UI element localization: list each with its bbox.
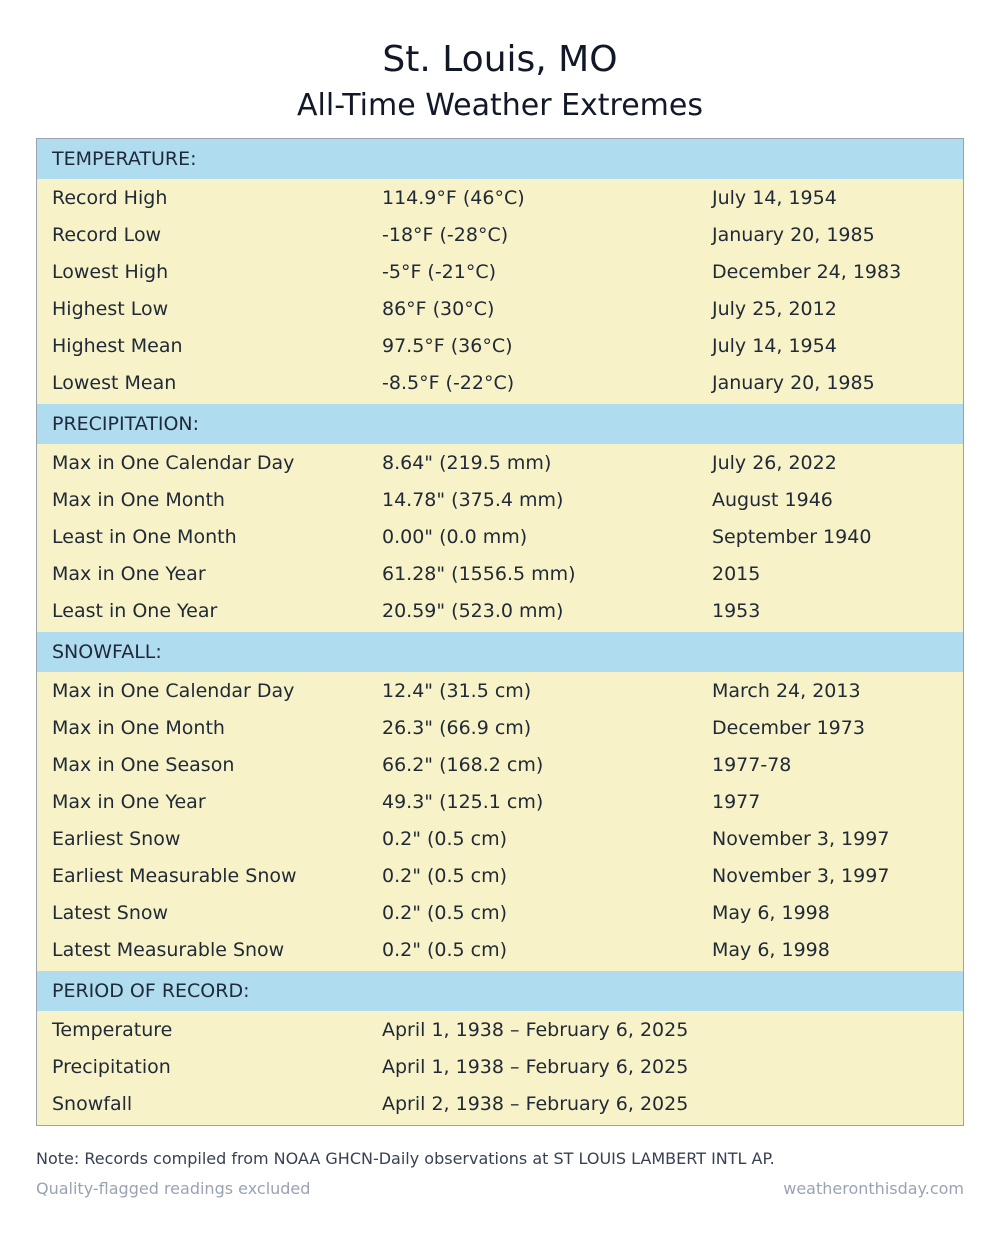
record-label: Latest Snow	[52, 902, 169, 924]
table-row	[37, 217, 963, 254]
record-label: Snowfall	[52, 1093, 133, 1115]
record-date	[712, 1086, 963, 1123]
record-value: 20.59" (523.0 mm)	[382, 600, 564, 622]
record-label: Earliest Measurable Snow	[52, 865, 297, 887]
record-date: November 3, 1997	[712, 865, 890, 887]
record-date	[712, 1049, 963, 1086]
table-row	[37, 784, 963, 821]
table-row	[37, 519, 963, 556]
source-link[interactable]: weatheronthisday.com	[783, 1179, 964, 1198]
record-value: 26.3" (66.9 cm)	[382, 717, 532, 739]
record-label: Highest Low	[52, 298, 169, 320]
record-date: September 1940	[712, 526, 872, 548]
footnote: Note: Records compiled from NOAA GHCN-Daily observations at ST LOUIS LAMBERT INTL AP.	[36, 1149, 775, 1168]
table-row	[37, 932, 963, 969]
section-rows	[37, 672, 963, 971]
record-value: 14.78" (375.4 mm)	[382, 489, 564, 511]
record-date: July 14, 1954	[712, 187, 837, 209]
record-label: Record Low	[52, 224, 162, 246]
page-subtitle: All-Time Weather Extremes	[297, 88, 703, 123]
section-rows	[37, 1011, 963, 1125]
record-label: Max in One Month	[52, 489, 225, 511]
table-row	[37, 180, 963, 217]
record-value: 0.00" (0.0 mm)	[382, 526, 528, 548]
record-value: 114.9°F (46°C)	[382, 187, 525, 209]
record-label: Highest Mean	[52, 335, 183, 357]
table-row	[37, 821, 963, 858]
record-value: 0.2" (0.5 cm)	[382, 902, 508, 924]
table-row	[37, 673, 963, 710]
record-date: August 1946	[712, 489, 833, 511]
footer	[36, 1178, 964, 1200]
table-row	[37, 291, 963, 328]
record-label: Lowest High	[52, 261, 169, 283]
quality-note: Quality-flagged readings excluded	[36, 1179, 311, 1198]
table-row	[37, 1086, 963, 1123]
record-value: 86°F (30°C)	[382, 298, 495, 320]
record-date: December 24, 1983	[712, 261, 902, 283]
record-date: July 14, 1954	[712, 335, 837, 357]
record-value: April 1, 1938 – February 6, 2025	[382, 1019, 689, 1041]
table-row	[37, 1049, 963, 1086]
record-date: January 20, 1985	[712, 224, 875, 246]
record-value: 8.64" (219.5 mm)	[382, 452, 552, 474]
record-value: 49.3" (125.1 cm)	[382, 791, 544, 813]
table-row	[37, 556, 963, 593]
record-label: Max in One Month	[52, 717, 225, 739]
table-row	[37, 858, 963, 895]
record-date: December 1973	[712, 717, 865, 739]
record-value: 97.5°F (36°C)	[382, 335, 513, 357]
record-value: 66.2" (168.2 cm)	[382, 754, 544, 776]
record-date: November 3, 1997	[712, 828, 890, 850]
record-date: 1953	[712, 600, 761, 622]
record-date: 2015	[712, 563, 761, 585]
table-row	[37, 328, 963, 365]
section-header: PERIOD OF RECORD:	[37, 971, 963, 1011]
record-date: 1977	[712, 791, 761, 813]
record-date: July 25, 2012	[712, 298, 837, 320]
record-date: May 6, 1998	[712, 902, 830, 924]
record-value: April 1, 1938 – February 6, 2025	[382, 1056, 689, 1078]
section-header: TEMPERATURE:	[37, 139, 963, 179]
table-row	[37, 254, 963, 291]
table-row	[37, 365, 963, 402]
table-row	[37, 482, 963, 519]
record-label: Least in One Month	[52, 526, 237, 548]
record-label: Temperature	[52, 1019, 173, 1041]
table-row	[37, 445, 963, 482]
record-value: -8.5°F (-22°C)	[382, 372, 515, 394]
record-label: Record High	[52, 187, 168, 209]
table-row	[37, 895, 963, 932]
record-label: Max in One Calendar Day	[52, 452, 295, 474]
record-value: -18°F (-28°C)	[382, 224, 509, 246]
record-value: 0.2" (0.5 cm)	[382, 939, 508, 961]
record-label: Max in One Year	[52, 563, 206, 585]
record-value: 12.4" (31.5 cm)	[382, 680, 532, 702]
record-label: Least in One Year	[52, 600, 218, 622]
table-row	[37, 710, 963, 747]
table-row	[37, 1012, 963, 1049]
record-date: July 26, 2022	[712, 452, 837, 474]
record-date: January 20, 1985	[712, 372, 875, 394]
section-header: SNOWFALL:	[37, 632, 963, 672]
record-date: May 6, 1998	[712, 939, 830, 961]
page-title: St. Louis, MO	[382, 39, 618, 80]
record-date	[712, 1012, 963, 1049]
table-row	[37, 747, 963, 784]
record-value: -5°F (-21°C)	[382, 261, 497, 283]
record-date: 1977-78	[712, 754, 792, 776]
record-date: March 24, 2013	[712, 680, 861, 702]
record-value: 61.28" (1556.5 mm)	[382, 563, 576, 585]
record-label: Max in One Season	[52, 754, 235, 776]
section-rows	[37, 444, 963, 632]
record-label: Max in One Calendar Day	[52, 680, 295, 702]
record-value: 0.2" (0.5 cm)	[382, 828, 508, 850]
extremes-table	[36, 138, 964, 1126]
record-label: Earliest Snow	[52, 828, 181, 850]
table-row	[37, 593, 963, 630]
record-label: Precipitation	[52, 1056, 171, 1078]
record-value: 0.2" (0.5 cm)	[382, 865, 508, 887]
record-label: Lowest Mean	[52, 372, 177, 394]
record-label: Latest Measurable Snow	[52, 939, 285, 961]
section-header: PRECIPITATION:	[37, 404, 963, 444]
page	[36, 0, 964, 1200]
record-value: April 2, 1938 – February 6, 2025	[382, 1093, 689, 1115]
record-label: Max in One Year	[52, 791, 206, 813]
section-rows	[37, 179, 963, 404]
